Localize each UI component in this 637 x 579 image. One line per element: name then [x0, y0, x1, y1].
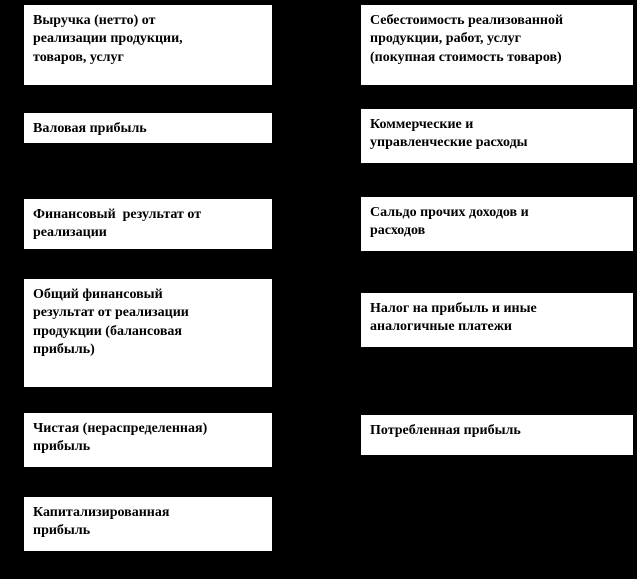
- node-profit-tax: [360, 292, 634, 348]
- node-revenue-line-1: Выручка (нетто) от: [33, 13, 156, 28]
- node-net-profit: [23, 412, 273, 468]
- node-other-income-expenses-balance: [360, 196, 634, 252]
- node-total-financial-result-line-4: прибыль): [33, 342, 95, 358]
- node-gross-profit: [23, 112, 273, 144]
- node-capitalized-profit-line-2: прибыль: [33, 523, 91, 539]
- node-cost-of-sales-line-3: (покупная стоимость товаров): [370, 49, 562, 65]
- node-revenue-line-3: товаров, услуг: [33, 49, 124, 65]
- node-profit-tax-line-2: аналогичные платежи: [370, 319, 512, 335]
- node-financial-result-sales-line-1: Финансовый результат от: [33, 207, 202, 222]
- node-profit-tax-line-1: Налог на прибыль и иные: [370, 301, 537, 316]
- node-other-income-expenses-balance-line-2: расходов: [370, 223, 426, 239]
- node-capitalized-profit: [23, 496, 273, 552]
- node-revenue-line-2: реализации продукции,: [33, 31, 183, 47]
- node-total-financial-result-line-3: продукции (балансовая: [33, 323, 183, 339]
- node-consumed-profit: [360, 414, 634, 456]
- node-cost-of-sales-line-2: продукции, работ, услуг: [370, 31, 522, 47]
- node-total-financial-result-line-1: Общий финансовый: [33, 287, 163, 302]
- node-commercial-admin-expenses: [360, 108, 634, 164]
- node-other-income-expenses-balance-line-1: Сальдо прочих доходов и: [370, 205, 529, 220]
- node-revenue: [23, 4, 273, 86]
- node-cost-of-sales: [360, 4, 634, 86]
- node-commercial-admin-expenses-line-2: управленческие расходы: [370, 135, 528, 151]
- node-financial-result-sales-line-2: реализации: [33, 225, 107, 241]
- node-gross-profit-line-1: Валовая прибыль: [33, 121, 147, 136]
- node-total-financial-result-line-2: результат от реализации: [33, 305, 189, 321]
- node-total-financial-result: [23, 278, 273, 388]
- node-net-profit-line-2: прибыль: [33, 439, 91, 455]
- node-consumed-profit-line-1: Потребленная прибыль: [370, 423, 521, 438]
- node-commercial-admin-expenses-line-1: Коммерческие и: [370, 117, 474, 132]
- node-financial-result-sales: [23, 198, 273, 250]
- node-cost-of-sales-line-1: Себестоимость реализованной: [370, 13, 564, 28]
- node-net-profit-line-1: Чистая (нераспределенная): [33, 421, 208, 436]
- node-capitalized-profit-line-1: Капитализированная: [33, 505, 170, 520]
